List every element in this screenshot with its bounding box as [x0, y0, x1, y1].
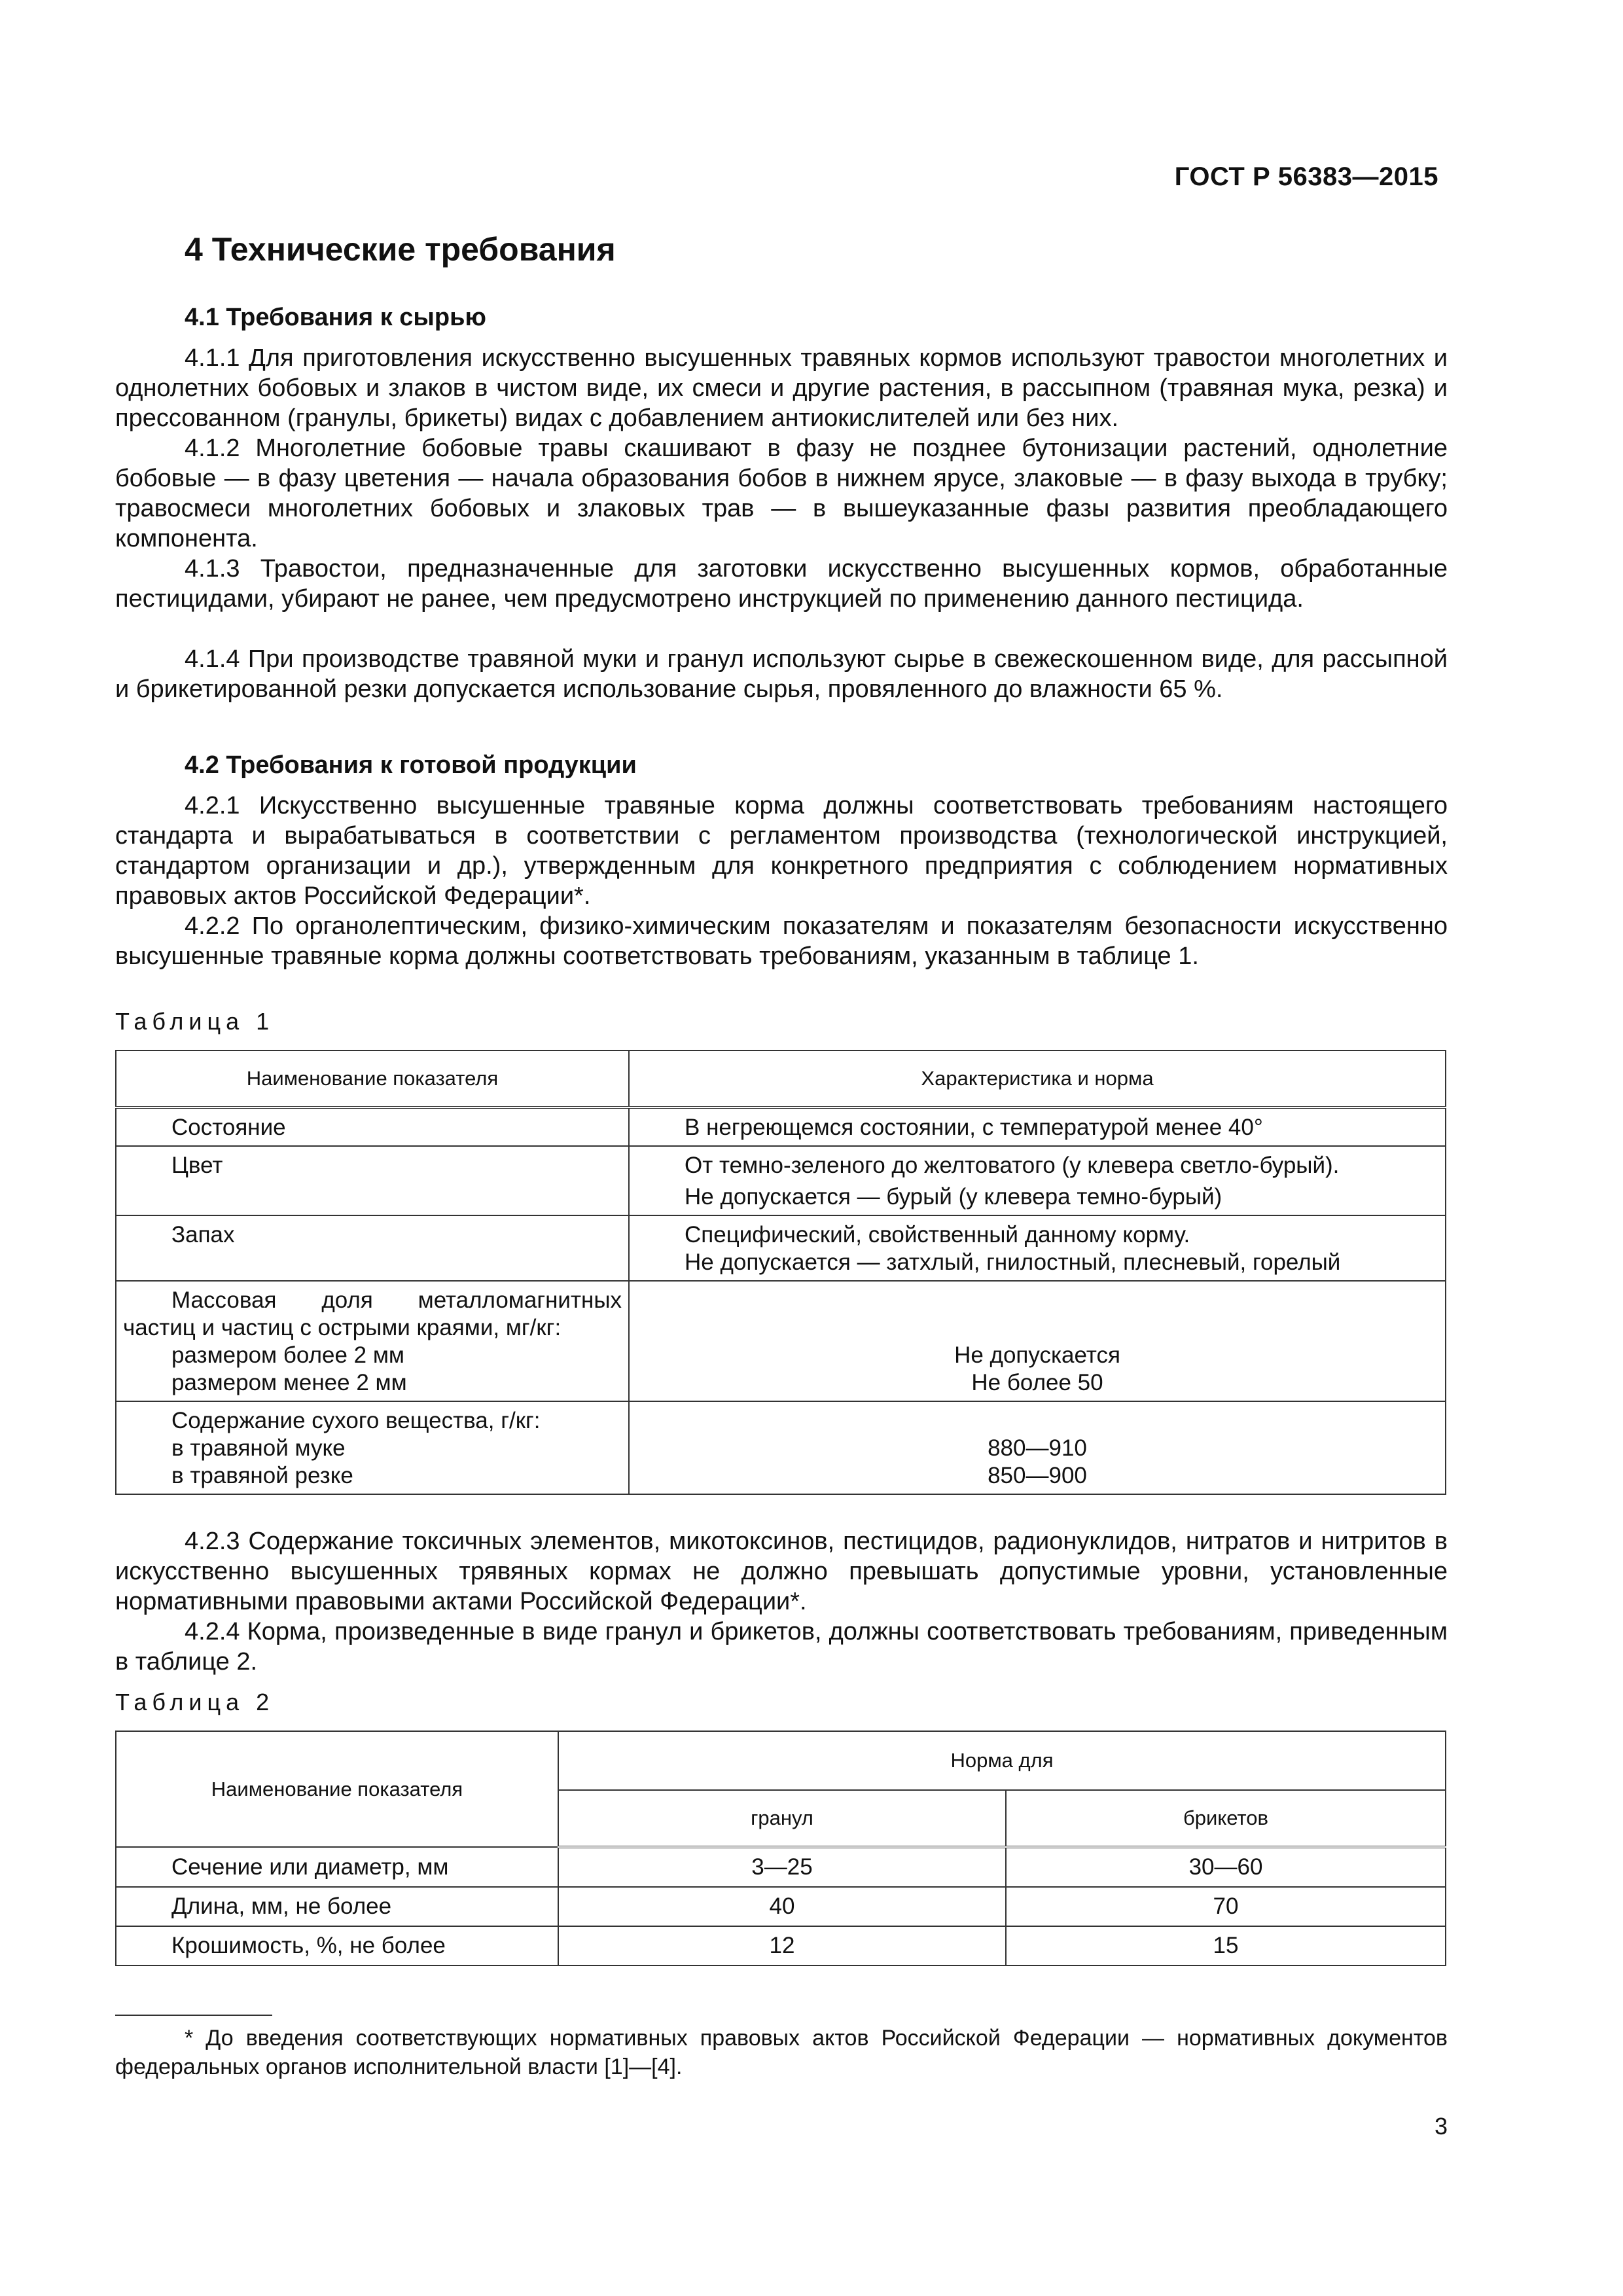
table-row: [116, 1847, 1446, 1887]
table-row: [116, 1146, 1446, 1215]
row-value-line: Не допускается — бурый (у клевера темно-бурый): [685, 1184, 1222, 1210]
row-name: Крошимость, %, не более: [116, 1926, 558, 1965]
row-name-line: в травяной резке: [171, 1463, 353, 1488]
row-briquettes: 30—60: [1006, 1847, 1446, 1887]
paragraph-4-2-4: 4.2.4 Корма, произведенные в виде гранул и брикетов, должны соответствовать требованиям, приведенным в таблице 2.: [115, 1618, 1448, 1676]
paragraph-4-2-3: 4.2.3 Содержание токсичных элементов, микотоксинов, пестицидов, радионуклидов, нитратов и нитритов в искусственно высушенных трявяных кормах не должно превышать допустимые уровни, установленные нормативными правовыми актами Российской Федерации*.: [115, 1528, 1448, 1615]
table-2-header-norm: Норма для: [558, 1731, 1446, 1790]
row-briquettes: 15: [1006, 1926, 1446, 1965]
row-granules: 40: [558, 1887, 1006, 1926]
paragraph-4-1-2: 4.1.2 Многолетние бобовые травы скашивают в фазу не позднее бутонизации растений, однолетние бобовые — в фазу цветения — начала образования бобов в нижнем ярусе, злаковые — в фазу выхода в трубку; травосмеси многолетних бобовых и злаковых трав — в вышеуказанные фазы развития преобладающего компонента.: [115, 435, 1448, 552]
paragraph-4-1-1: 4.1.1 Для приготовления искусственно высушенных травяных кормов используют травостои многолетних и однолетних бобовых и злаков в чистом виде, их смеси и другие растения, в рассыпном (травяная мука, резка) и прессованном (гранулы, брикеты) видах с добавлением антиокислителей или без них.: [115, 344, 1448, 432]
row-name-line: частиц и частиц с острыми краями, мг/кг:: [123, 1315, 562, 1340]
row-value: В негреющемся состоянии, с температурой менее 40°: [629, 1107, 1446, 1146]
footnote-divider: [115, 2015, 272, 2016]
row-name: Запах: [116, 1215, 629, 1281]
table-2-header-briquettes: брикетов: [1006, 1790, 1446, 1847]
table-row: [116, 1887, 1446, 1926]
row-value: [629, 1146, 1446, 1215]
footnote: * До введения соответствующих нормативных правовых актов Российской Федерации — нормативных документов федеральных органов исполнительной власти [1]—[4].: [115, 2026, 1448, 2079]
table-1-header-name: Наименование показателя: [116, 1050, 629, 1107]
table-row: [116, 1281, 1446, 1401]
table-1: [115, 1050, 1446, 1495]
paragraph-4-1-3: 4.1.3 Травостои, предназначенные для заготовки искусственно высушенных кормов, обработанные пестицидами, убирают не ранее, чем предусмотрено инструкцией по применению данного пестицида.: [115, 555, 1448, 613]
row-value-line: От темно-зеленого до желтоватого (у клевера светло-бурый).: [685, 1153, 1340, 1178]
row-value-line: Не более 50: [971, 1370, 1103, 1395]
row-name-line: размером менее 2 мм: [171, 1370, 407, 1395]
table-2-header-granules: гранул: [558, 1790, 1006, 1847]
table-row: [116, 1401, 1446, 1494]
paragraph-4-2-1: 4.2.1 Искусственно высушенные травяные корма должны соответствовать требованиям настоящего стандарта и вырабатываться в соответствии с регламентом производства (технологической инструкцией, стандартом организации и др.), утвержденным для конкретного предприятия с соблюдением нормативных правовых актов Российской Федерации*.: [115, 792, 1448, 910]
row-value: [629, 1281, 1446, 1401]
table-2: [115, 1731, 1446, 1966]
row-value-line: Специфический, свойственный данному корму.: [685, 1222, 1190, 1247]
page-number: 3: [1434, 2113, 1448, 2140]
table-1-header-value: Характеристика и норма: [629, 1050, 1446, 1107]
row-name: [116, 1401, 629, 1494]
subsection-4-2-title: 4.2 Требования к готовой продукции: [185, 751, 637, 779]
standard-code: ГОСТ Р 56383—2015: [1174, 162, 1438, 191]
section-title: 4 Технические требования: [185, 231, 616, 268]
table-row: [116, 1107, 1446, 1146]
table-1-caption: Таблица 1: [115, 1008, 275, 1035]
paragraph-4-1-4: 4.1.4 При производстве травяной муки и гранул используют сырье в свежескошенном виде, для рассыпной и брикетированной резки допускается использование сырья, провяленного до влажности 65 %.: [115, 645, 1448, 703]
row-name: Состояние: [116, 1107, 629, 1146]
row-name-line: Массовая доля металломагнитных: [171, 1287, 622, 1313]
row-value-line: 850—900: [988, 1463, 1087, 1488]
paragraph-4-2-2: 4.2.2 По органолептическим, физико-химическим показателям и показателям безопасности искусственно высушенные травяные корма должны соответствовать требованиям, указанным в таблице 1.: [115, 912, 1448, 970]
row-value-line: Не допускается — затхлый, гнилостный, плесневый, горелый: [685, 1249, 1341, 1275]
row-name: [116, 1281, 629, 1401]
row-name-line: размером более 2 мм: [171, 1342, 404, 1368]
row-value: [629, 1215, 1446, 1281]
subsection-4-1-title: 4.1 Требования к сырью: [185, 304, 486, 331]
row-name: Сечение или диаметр, мм: [116, 1847, 558, 1887]
row-name-line: Содержание сухого вещества, г/кг:: [171, 1408, 541, 1433]
table-2-caption: Таблица 2: [115, 1689, 275, 1715]
row-granules: 3—25: [558, 1847, 1006, 1887]
row-value: [629, 1401, 1446, 1494]
row-granules: 12: [558, 1926, 1006, 1965]
table-row: [116, 1926, 1446, 1965]
row-value-line: 880—910: [988, 1435, 1087, 1461]
row-value-line: Не допускается: [954, 1342, 1120, 1368]
table-row: [116, 1215, 1446, 1281]
row-name-line: в травяной муке: [171, 1435, 346, 1461]
row-name: Длина, мм, не более: [116, 1887, 558, 1926]
row-name: Цвет: [116, 1146, 629, 1215]
table-2-header-name: Наименование показателя: [116, 1731, 558, 1847]
row-briquettes: 70: [1006, 1887, 1446, 1926]
